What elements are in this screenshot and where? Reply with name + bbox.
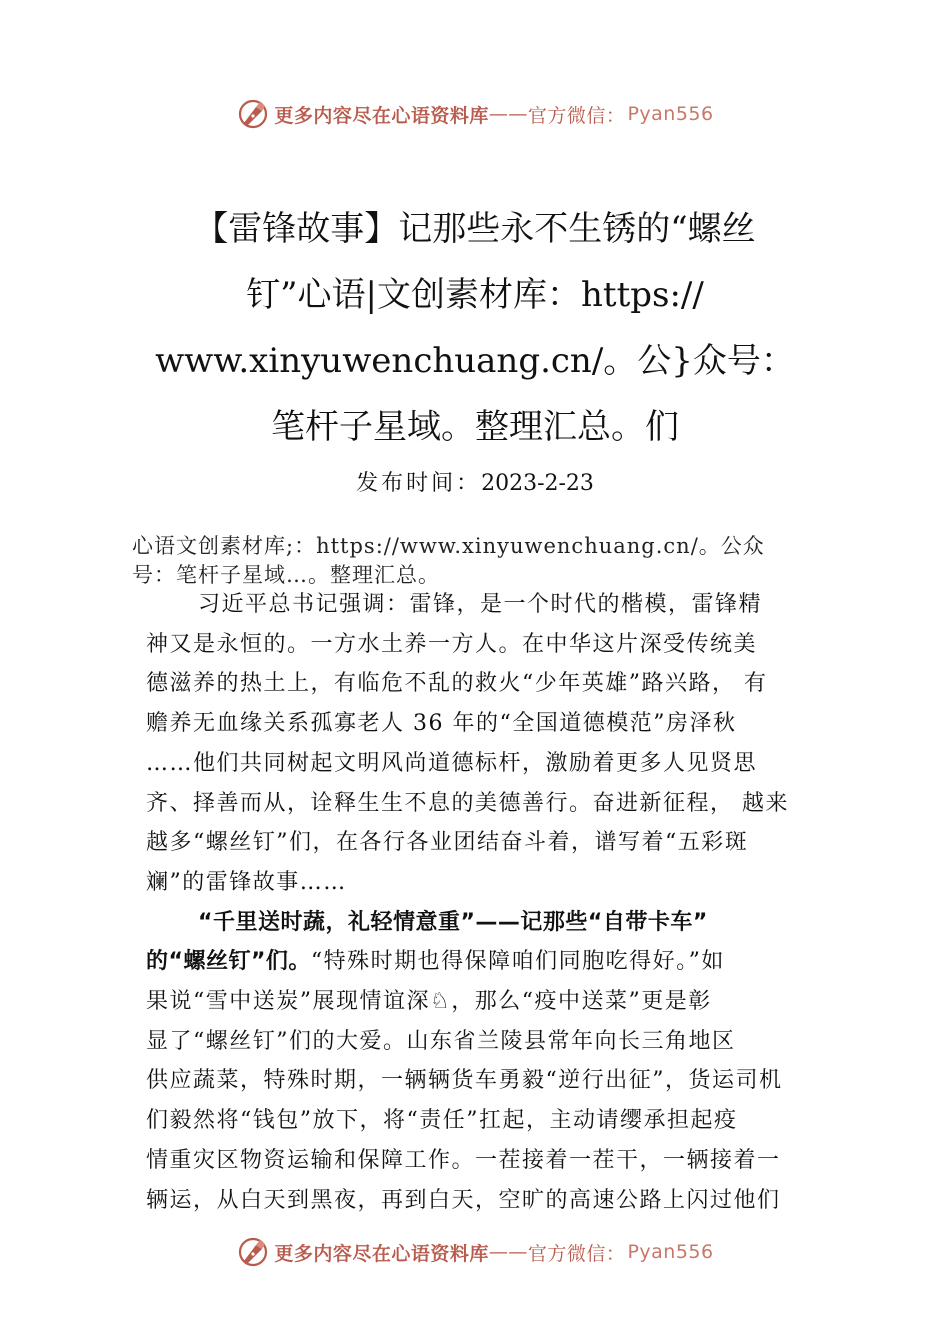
banner-brand: 更多内容尽在心语资料库 [274,1242,489,1265]
banner-separator: —— [488,103,528,125]
body-line: 习近平总书记强调：雷锋，是一个时代的楷模，雷锋精 [198,592,763,617]
banner-separator: —— [488,1241,528,1263]
body-line: 辆运，从白天到黑夜，再到白天，空旷的高速公路上闪过他们 [146,1187,781,1213]
publish-date: 2023-2-23 [481,471,594,496]
title-line: 【雷锋故事】记那些永不生锈的“螺丝 [194,209,756,249]
body-line-rest: “特殊时期也得保障咱们同胞吃得好。”如 [310,949,725,975]
body-line: 德滋养的热土上，有临危不乱的救火“少年英雄”路兴路， 有 [146,671,768,697]
body-line: 斓”的雷锋故事…… [146,869,347,895]
source-line: 心语文创素材库;：https://www.xinyuwenchuang.cn/。公众 [132,534,765,558]
body-line: 供应蔬菜，特殊时期，一辆辆货车勇毅“逆行出征”，货运司机 [146,1068,783,1094]
title-line: 钉”心语|文创素材库：https:// [246,275,704,315]
body-line [146,942,826,982]
body-line: ……他们共同树起文明风尚道德标杆，激励着更多人见贤思 [146,750,758,776]
title-line: 笔杆子星域。整理汇总。们 [271,407,679,447]
article-body [146,585,826,1220]
banner-wechat-label: 官方微信： [527,1242,626,1265]
source-line: 号：笔杆子星域…。整理汇总。 [132,563,440,587]
body-line: 显了“螺丝钉”们的大爱。山东省兰陵县常年向长三角地区 [146,1028,736,1054]
body-line: 齐、择善而从，诠释生生不息的美德善行。奋进新征程， 越来 [146,790,789,816]
pen-nib-icon [236,97,270,131]
body-line: 越多“螺丝钉”们，在各行各业团结奋斗着，谱写着“五彩斑 [146,830,749,856]
header-banner [0,94,950,134]
publish-label: 发布时间： [356,471,482,496]
body-line: 们毅然将“钱包”放下，将“责任”扛起，主动请缨承担起疫 [146,1108,738,1134]
section-heading-tail: 的“螺丝钉”们。 [146,949,311,975]
body-line: 情重灾区物资运输和保障工作。一茬接着一茬干，一辆接着一 [146,1147,781,1173]
banner-brand: 更多内容尽在心语资料库 [274,104,489,127]
body-line: 果说“雪中送炭”展现情谊深♘，那么“疫中送菜”更是彰 [146,989,712,1015]
body-line: 神又是永恒的。一方水土养一方人。在中华这片深受传统美 [146,631,758,657]
section-heading: “千里送时蔬，礼轻情意重”——记那些“自带卡车” [198,909,708,935]
title-line: www.xinyuwenchuang.cn/。公}众号： [155,341,795,381]
document-title [150,196,800,460]
banner-wechat-handle: Pyan556 [627,103,714,125]
banner-wechat-label: 官方微信： [527,104,626,127]
banner-wechat-handle: Pyan556 [627,1241,714,1263]
footer-banner [0,1232,950,1272]
pen-nib-icon [236,1235,270,1269]
source-note [132,532,822,590]
body-line: 赡养无血缘关系孤寡老人 36 年的“全国道德模范”房泽秋 [146,711,737,737]
publish-time [0,466,950,497]
